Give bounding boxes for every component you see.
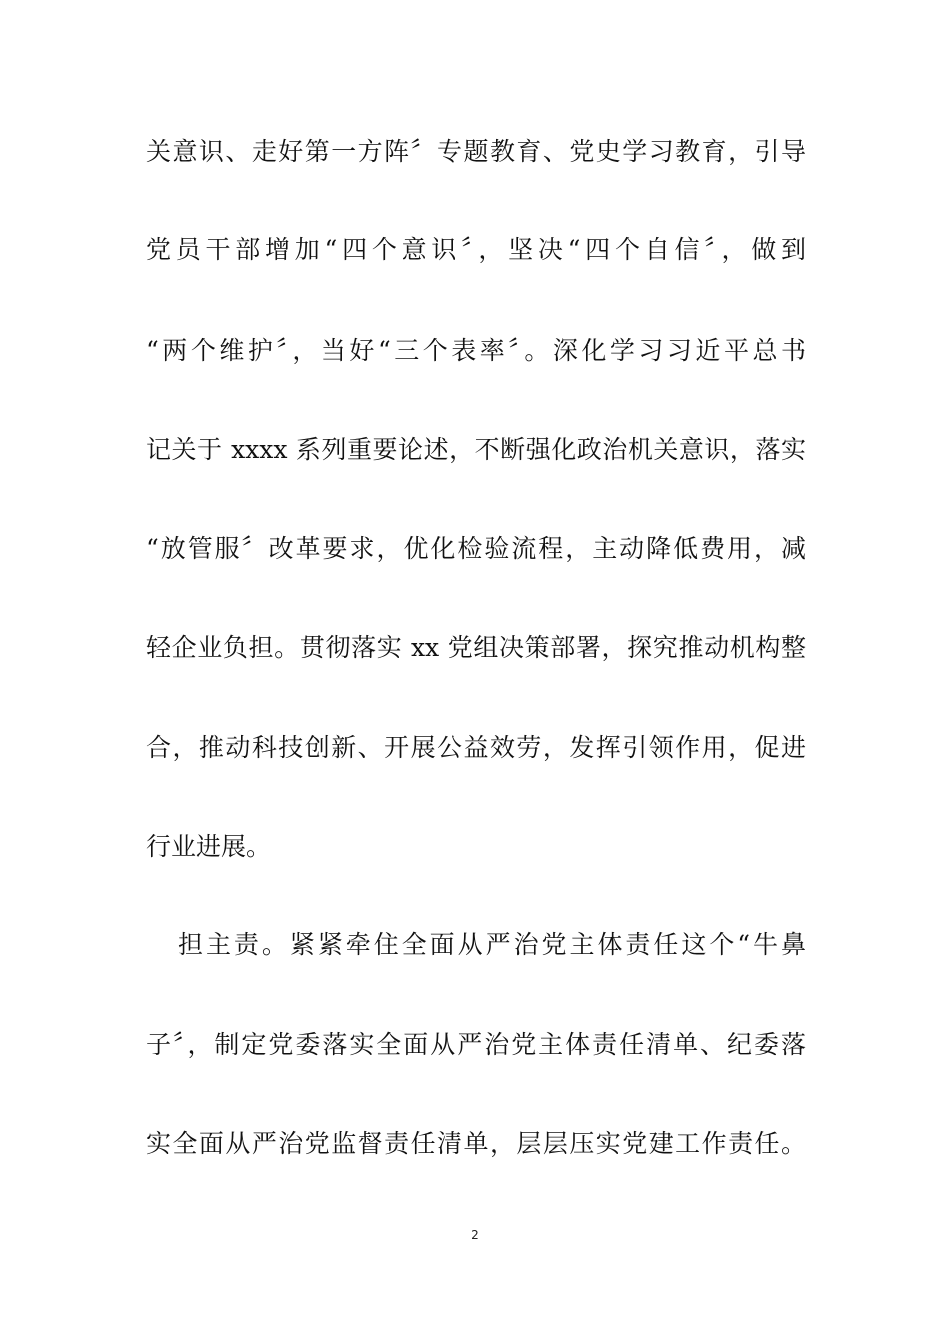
paragraph-line: 子〞，制定党委落实全面从严治党主体责任清单、纪委落 [146,1030,806,1059]
paragraph-line: 关意识、走好第一方阵〞专题教育、党史学习教育，引导 [146,137,806,166]
paragraph-line: 轻企业负担。贯彻落实 xx 党组决策部署，探究推动机构整 [146,633,806,662]
paragraph-line: 合，推动科技创新、开展公益效劳，发挥引领作用，促进 [146,733,806,762]
paragraph-line: 党员干部增加“四个意识〞，坚决“四个自信〞，做到 [146,235,806,264]
paragraph-line: 记关于 xxxx 系列重要论述，不断强化政治机关意识，落实 [146,435,806,464]
paragraph-line: “放管服〞改革要求，优化检验流程，主动降低费用，减 [146,534,806,563]
paragraph-line: 实全面从严治党监督责任清单，层层压实党建工作责任。 [146,1129,806,1158]
page-number: 2 [471,1228,479,1242]
paragraph-line: 担主责。紧紧牵住全面从严治党主体责任这个“牛鼻 [178,930,806,959]
paragraph-line: “两个维护〞，当好“三个表率〞。深化学习习近平总书 [146,336,806,365]
paragraph-line: 行业进展。 [146,832,272,861]
